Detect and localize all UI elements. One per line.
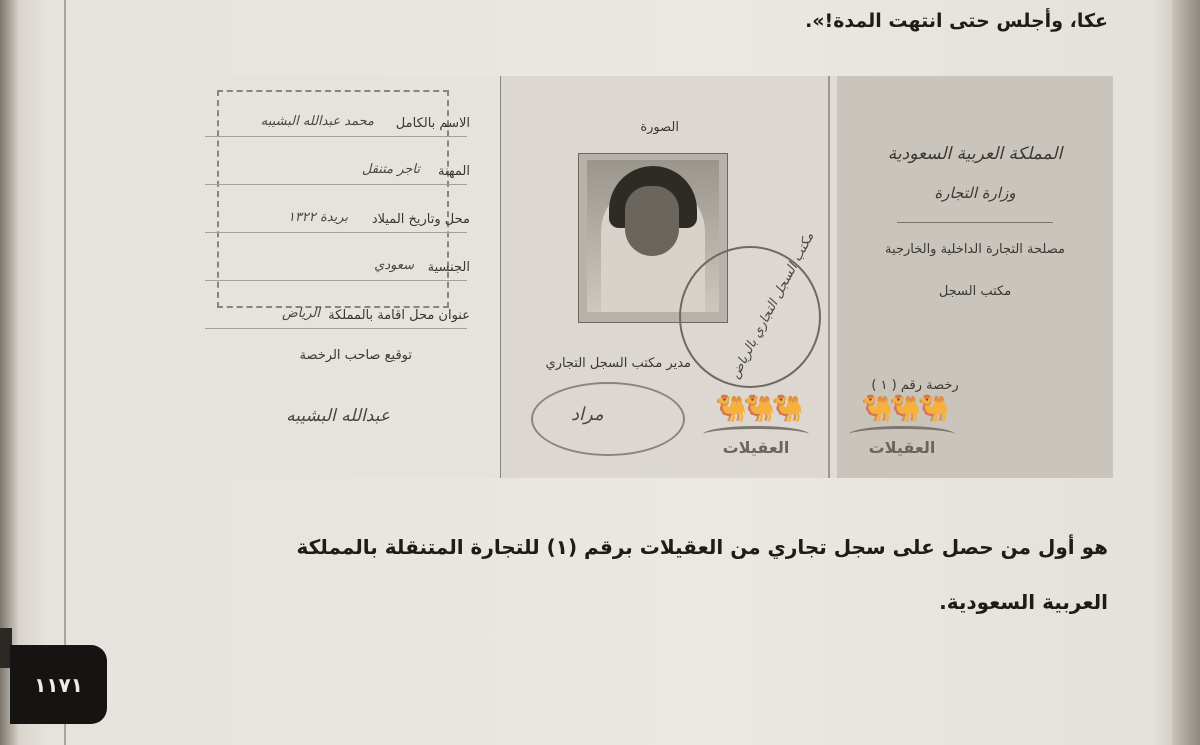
top-text-line: عكا، وأجلس حتى انتهت المدة!». [805,10,1108,32]
cover-kingdom-title: المملكة العربية السعودية [887,144,1063,164]
label-birth: محل وتاريخ الميلاد [371,212,470,227]
watermark-text: العقيلات [868,438,936,457]
value-nationality: سعودي [374,258,414,273]
value-full-name: محمد عبدالله البشيبه [260,114,374,129]
watermark-text: العقيلات [722,438,790,457]
license-document-scan [165,76,1113,478]
label-photo: الصورة [640,120,679,135]
label-director: مدير مكتب السجل التجاري [545,356,691,371]
stamp-text: مكتب السجل التجاري بالرياض [727,230,818,381]
license-cover-panel [837,76,1113,478]
cover-office: مكتب السجل [938,284,1012,299]
field-line [205,328,467,329]
aqilat-watermark-logo [697,392,815,466]
page-number-badge [10,645,107,724]
page-fold [828,76,830,478]
label-address: عنوان محل اقامة بالمملكة [328,308,470,323]
camel-icon: 🐫🐫🐫 [861,394,947,424]
photo-panel [500,76,831,478]
director-signature: مراد [571,404,604,425]
value-address: الرياض [281,306,320,321]
field-line [205,280,467,281]
label-full-name: الاسم بالكامل [395,116,470,131]
field-line [205,184,467,185]
value-birth: بريدة ١٣٢٢ [287,210,348,225]
license-details-panel [165,76,500,478]
caption-line-2: العربية السعودية. [939,590,1108,614]
field-line [205,136,467,137]
cover-divider [897,222,1053,223]
aqilat-watermark-logo [843,392,961,466]
page-number: ١١٧١ [34,673,83,697]
caption-line-1: هو أول من حصل على سجل تجاري من العقيلات برقم (١) للتجارة المتنقلة بالمملكة [296,535,1108,559]
book-spine [1172,0,1200,745]
label-nationality: الجنسية [427,260,470,275]
label-signature: توقيع صاحب الرخصة [299,348,412,363]
holder-signature: عبدالله البشيبه [286,406,390,426]
label-profession: المهنة [438,164,470,179]
value-profession: تاجر متنقل [361,162,420,177]
cover-license-number: رخصة رقم ( ١ ) [871,378,959,393]
camel-icon: 🐫🐫🐫 [715,394,801,424]
director-scribble [531,382,685,456]
cover-department: مصلحة التجارة الداخلية والخارجية [885,242,1065,257]
cover-ministry: وزارة التجارة [934,184,1016,202]
field-line [205,232,467,233]
margin-rule [64,0,66,745]
face-shape [625,186,679,256]
